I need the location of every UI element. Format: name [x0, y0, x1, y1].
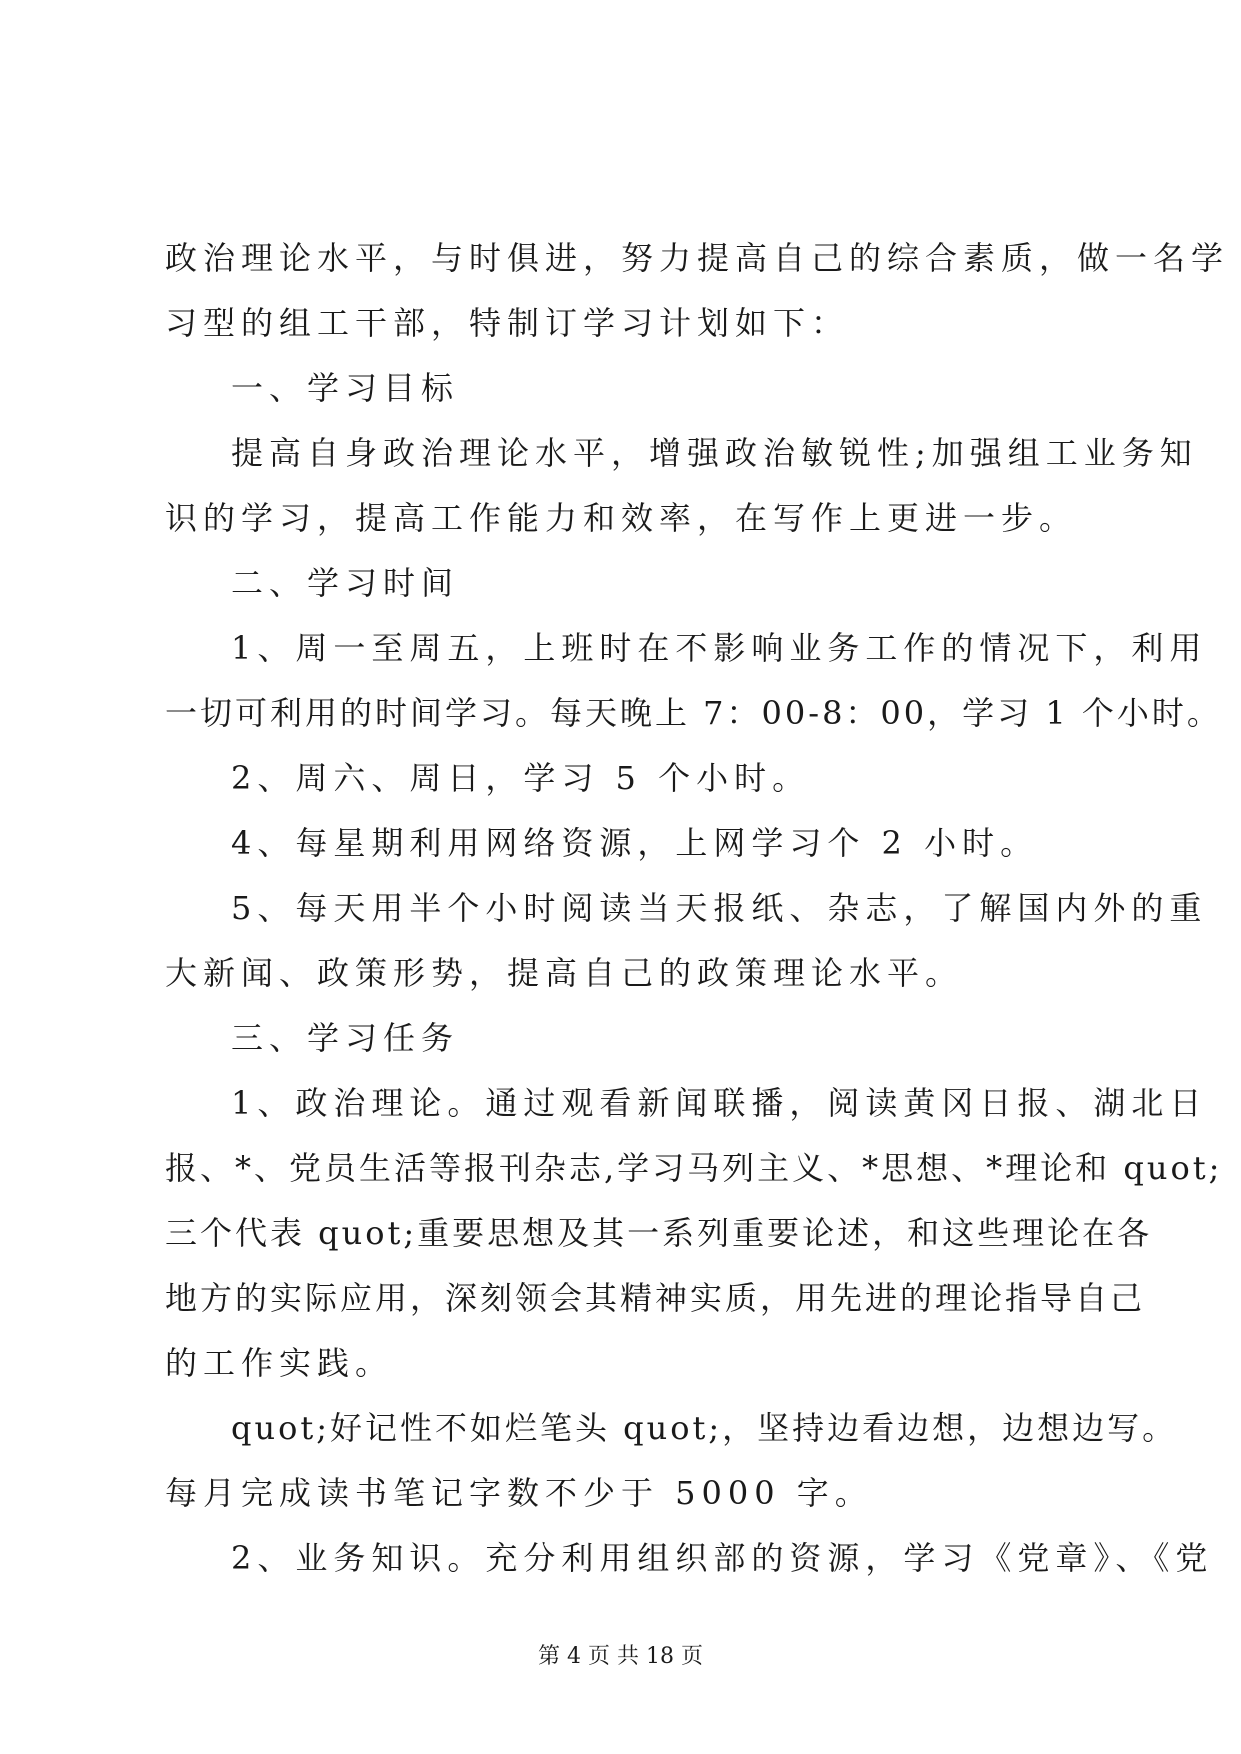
paragraph-line: 提高自身政治理论水平，增强政治敏锐性;加强组工业务知 — [231, 434, 1198, 472]
section-heading: 三、学习任务 — [231, 1019, 460, 1057]
paragraph-line: quot;好记性不如烂笔头 quot;，坚持边看边想，边想边写。 — [231, 1409, 1178, 1447]
paragraph-line: 习型的组工干部，特制订学习计划如下： — [165, 304, 850, 342]
section-heading: 一、学习目标 — [231, 369, 460, 407]
paragraph-line: 识的学习，提高工作能力和效率，在写作上更进一步。 — [165, 499, 1078, 537]
document-body — [165, 226, 1230, 1591]
section-heading: 二、学习时间 — [231, 564, 460, 602]
paragraph-line: 地方的实际应用，深刻领会其精神实质，用先进的理论指导自己 — [165, 1279, 1146, 1317]
paragraph-line: 一切可利用的时间学习。每天晚上 7：00-8：00，学习 1 个小时。 — [165, 694, 1222, 732]
paragraph-line: 三个代表 quot;重要思想及其一系列重要论述，和这些理论在各 — [165, 1214, 1153, 1252]
paragraph-line: 5、每天用半个小时阅读当天报纸、杂志，了解国内外的重 — [231, 889, 1208, 927]
paragraph-line: 报、*、党员生活等报刊杂志,学习马列主义、*思想、*理论和 quot; — [165, 1149, 1223, 1187]
paragraph-line: 2、业务知识。充分利用组织部的资源，学习《党章》、《党 — [231, 1539, 1214, 1577]
page-number: 第 4 页 共 18 页 — [538, 1644, 703, 1669]
paragraph-line: 4、每星期利用网络资源，上网学习个 2 小时。 — [231, 824, 1039, 862]
paragraph-line: 的工作实践。 — [165, 1344, 394, 1382]
paragraph-line: 政治理论水平，与时俱进，努力提高自己的综合素质，做一名学 — [165, 239, 1230, 277]
paragraph-line: 每月完成读书笔记字数不少于 5000 字。 — [165, 1474, 873, 1512]
paragraph-line: 2、周六、周日，学习 5 个小时。 — [231, 759, 811, 797]
paragraph-line: 大新闻、政策形势，提高自己的政策理论水平。 — [165, 954, 964, 992]
paragraph-line: 1、政治理论。通过观看新闻联播，阅读黄冈日报、湖北日 — [231, 1084, 1208, 1122]
paragraph-line: 1、周一至周五，上班时在不影响业务工作的情况下，利用 — [231, 629, 1208, 667]
page-footer — [0, 1641, 1241, 1673]
